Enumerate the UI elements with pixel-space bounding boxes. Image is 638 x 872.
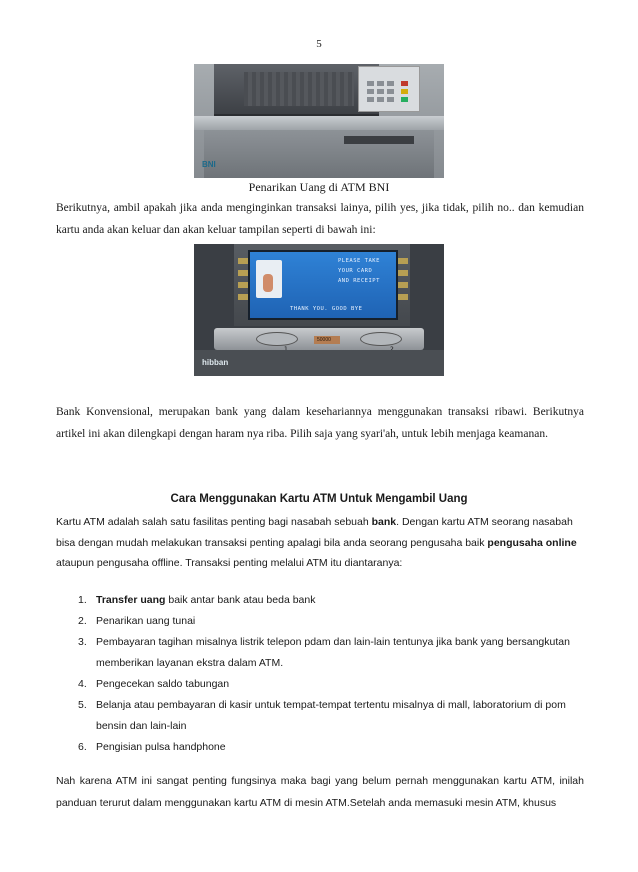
card-slot-marker xyxy=(256,332,298,346)
atm-uses-list xyxy=(56,590,596,758)
intro-part-1: Kartu ATM adalah salah satu fasilitas penting bagi nasabah sebuah xyxy=(56,516,372,528)
receipt-slot-marker xyxy=(360,332,402,346)
cash-note xyxy=(314,336,340,344)
hibban-logo: hibban xyxy=(202,358,229,367)
list-item: 3. Pembayaran tagihan misalnya listrik telepon pdam dan lain-lain tentunya jika bank yang bersangkutan memberikan layanan ekstra dalam ATM. xyxy=(78,636,570,669)
atm-screen xyxy=(248,250,398,320)
screen-line-3: AND RECEIPT xyxy=(338,278,380,284)
paragraph-1: Berikutnya, ambil apakah jika anda menginginkan transaksi lainya, pilih yes, jika tidak, pilih no.. dan kemudian kartu anda akan keluar dan akan keluar tampilan seperti di bawah ini: xyxy=(56,202,584,236)
atm-hood xyxy=(214,64,379,117)
screen-footer: THANK YOU. GOOD BYE xyxy=(290,306,363,312)
figure1-caption: Penarikan Uang di ATM BNI xyxy=(248,180,390,194)
list-item: 5. Belanja atau pembayaran di kasir untuk tempat-tempat tertentu misalnya di mall, laboratorium di pom bensin dan lain-lain xyxy=(78,699,566,732)
screen-line-1: PLEASE TAKE xyxy=(338,258,380,264)
atm-cash-slot xyxy=(344,136,414,144)
intro-bold-online: pengusaha online xyxy=(487,536,577,549)
list-item: 6. Pengisian pulsa handphone xyxy=(78,741,226,753)
bni-logo: BNI xyxy=(202,160,216,169)
list-item: 2. Penarikan uang tunai xyxy=(78,615,196,627)
page-number: 5 xyxy=(316,38,322,50)
card-hand-illustration xyxy=(256,260,282,298)
atm-ledge xyxy=(194,116,444,130)
intro-part-3: ataupun pengusaha offline. Transaksi penting melalui ATM itu diantaranya: xyxy=(56,557,403,569)
closing-paragraph: Nah karena ATM ini sangat penting fungsinya maka bagi yang belum pernah menggunakan kartu ATM, inilah panduan terurut dalam menggunakan kartu ATM di mesin ATM.Setelah anda memasuki mesin ATM, khusus xyxy=(56,775,584,809)
list-item: 1. Transfer uang baik antar bank atau beda bank xyxy=(78,594,316,606)
atm-withdrawal-photo xyxy=(194,64,444,178)
section-heading: Cara Menggunakan Kartu ATM Untuk Mengambil Uang xyxy=(170,493,468,505)
atm-screen-photo xyxy=(194,244,444,376)
money-text: 50000 xyxy=(317,337,331,343)
list-item: 4. Pengecekan saldo tabungan xyxy=(78,678,230,690)
intro-part-2: . Dengan kartu ATM seorang nasabah bisa dengan mudah melakukan transaksi penting apalagi bila anda seorang pengusaha baik xyxy=(56,516,573,549)
atm-keypad-panel xyxy=(358,66,420,112)
intro-bold-bank: bank xyxy=(371,516,397,528)
intro-paragraph xyxy=(56,512,584,574)
atm-lower-body xyxy=(194,350,444,376)
paragraph-2: Bank Konvensional, merupakan bank yang dalam kesehariannya menggunakan transaksi ribawi. Berikutnya artikel ini akan dilengkapi dengan haram nya riba. Pilih saja yang syari'ah, untuk lebih menjaga keamanan. xyxy=(56,406,584,440)
screen-line-2: YOUR CARD xyxy=(338,268,373,274)
